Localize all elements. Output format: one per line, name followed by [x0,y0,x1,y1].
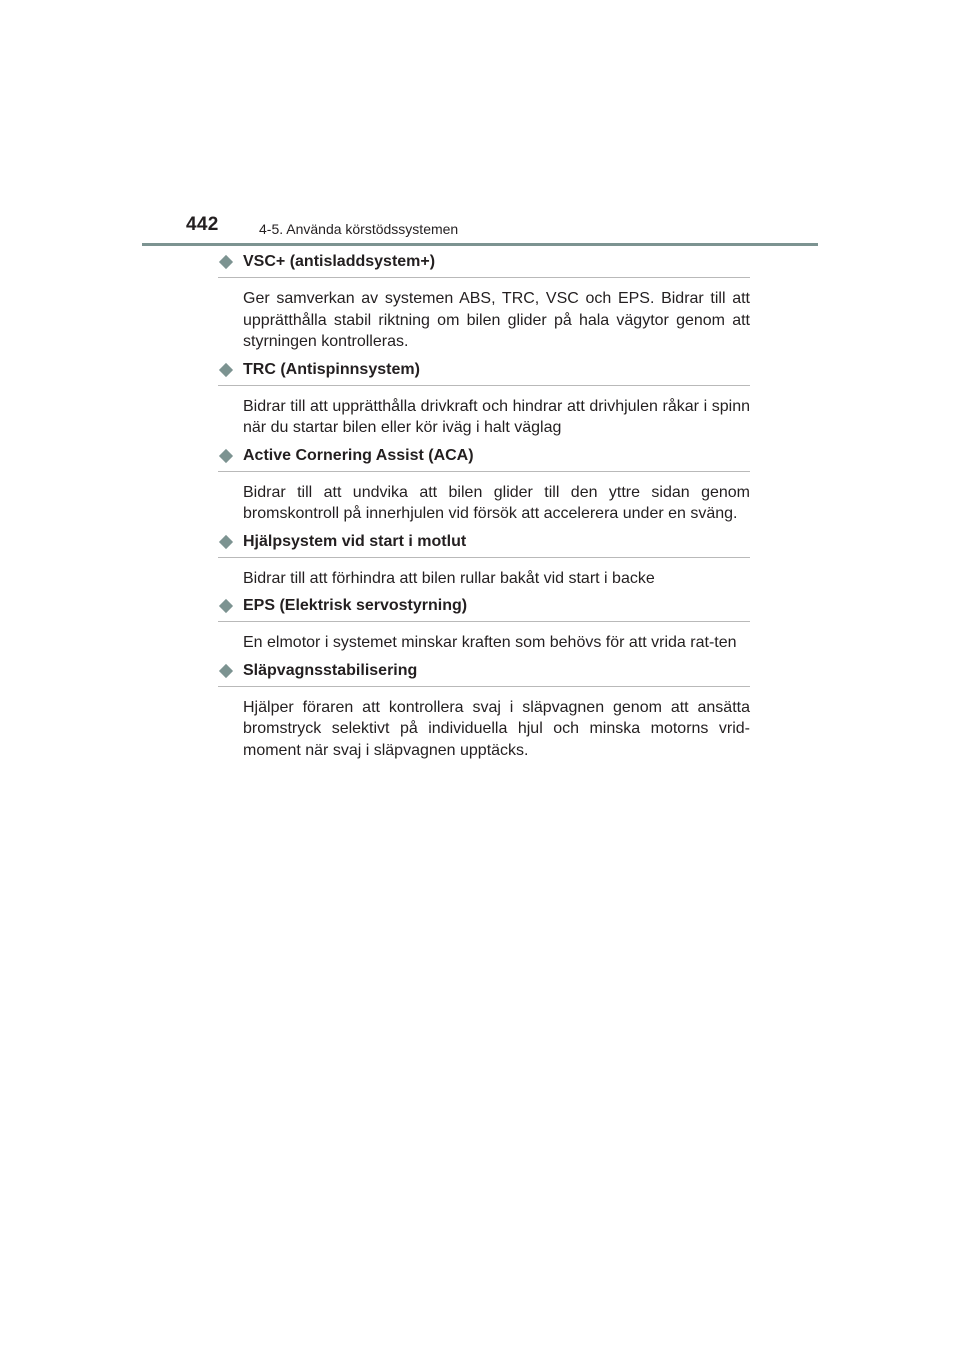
item-heading [218,596,750,622]
item-heading [218,661,750,687]
item-heading [218,360,750,386]
feature-list [218,252,750,761]
list-item [218,661,750,762]
diamond-bullet-icon [219,663,233,677]
list-item [218,360,750,439]
item-heading [218,446,750,472]
item-description: En elmotor i systemet minskar kraften som behövs för att vrida rat-ten [243,634,737,651]
item-title: EPS (Elektrisk servostyrning) [243,597,468,614]
item-title: Släpvagnsstabilisering [243,661,418,679]
diamond-bullet-icon [219,534,233,548]
diamond-bullet-icon [219,362,233,376]
item-description: Bidrar till att undvika att bilen glider till den yttre sidan genom bromskontroll på innerhjulen vid försök att accelerera under en sväng. [243,483,750,522]
list-item [218,446,750,525]
item-heading [218,532,750,558]
list-item [218,596,750,654]
diamond-bullet-icon [219,599,233,613]
diamond-bullet-icon [219,448,233,462]
header-divider [142,243,818,246]
item-description: Bidrar till att upprätthålla drivkraft och hindrar att drivhjulen råkar i spinn när du startar bilen eller kör iväg i halt väglag [243,397,750,436]
page-header [0,0,960,250]
section-title: 4-5. Använda körstödssystemen [259,221,459,237]
list-item [218,532,750,590]
item-title: VSC+ (antisladdsystem+) [243,253,436,270]
page-number: 442 [186,214,219,235]
list-item [218,252,750,353]
item-title: TRC (Antispinnsystem) [243,360,420,378]
item-description: Hjälper föraren att kontrollera svaj i släpvagnen genom att ansätta bromstryck selektivt på individuella hjul och minska motorns vrid-moment när svaj i släpvagnen upptäcks. [243,698,750,759]
diamond-bullet-icon [219,255,233,269]
item-heading [218,252,750,278]
item-description: Ger samverkan av systemen ABS, TRC, VSC och EPS. Bidrar till att upprätthålla stabil riktning om bilen glider på hala vägytor genom att styrningen kontrolleras. [243,290,750,350]
item-title: Active Cornering Assist (ACA) [243,446,474,464]
item-title: Hjälpsystem vid start i motlut [243,532,467,550]
item-description: Bidrar till att förhindra att bilen rullar bakåt vid start i backe [243,569,655,587]
